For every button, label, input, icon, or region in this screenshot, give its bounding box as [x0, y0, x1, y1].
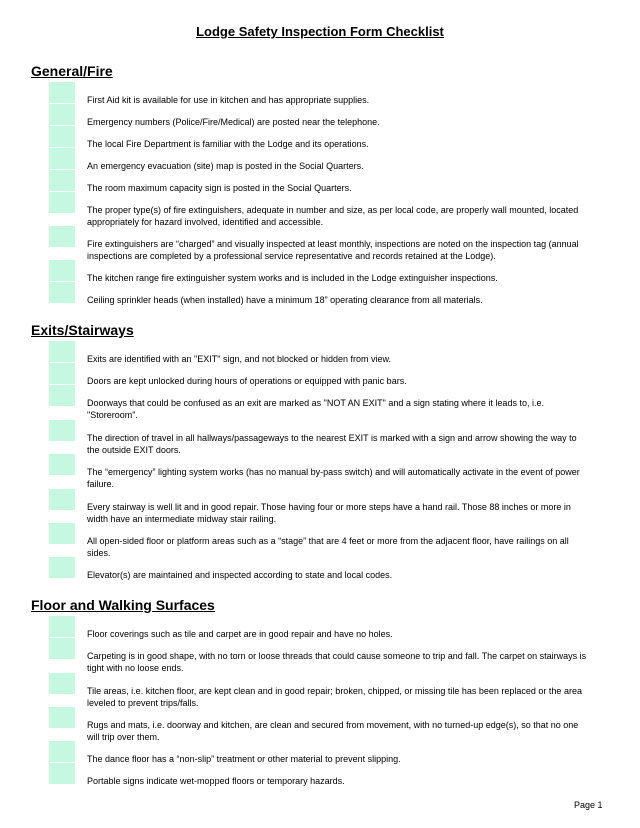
checklist-item-rugs-mats: Rugs and mats, i.e. doorway and kitchen, are clean and secured from movement, with no turned-up edge(s), so that no one will trip over them. [87, 720, 579, 742]
checkbox-stairway[interactable] [49, 489, 75, 511]
checkbox-emergency-lighting[interactable] [49, 454, 75, 476]
checklist-item-carpeting: Carpeting is in good shape, with no torn or loose threads that could cause someone to trip and fall. The carpet on stairways is tight with no loose ends. [87, 651, 587, 673]
checklist-item-tile-areas: Tile areas, i.e. kitchen floor, are kept clean and in good repair; broken, chipped, or missing tile has been replaced or the area leveled to prevent trips/falls. [87, 686, 582, 708]
checkbox-floor-coverings[interactable] [49, 616, 75, 638]
checklist-item-open-sided-floor: All open-sided floor or platform areas such as a “stage” that are 4 feet or more from the adjacent floor, have railings on all sides. [87, 536, 569, 558]
checklist-item-direction-of-travel: The direction of travel in all hallways/passageways to the nearest EXIT is marked with a sign and arrow showing the way to the outside EXIT doors. [87, 433, 577, 455]
checkbox-portable-signs[interactable] [49, 763, 75, 785]
checkbox-evacuation-map[interactable] [49, 148, 75, 170]
checklist-item-exit-signs: Exits are identified with an "EXIT" sign, and not blocked or hidden from view. [87, 354, 392, 364]
section-heading-exits-stairways: Exits/Stairways [31, 322, 134, 338]
checklist-item-not-an-exit: Doorways that could be confused as an exit are marked as "NOT AN EXIT" and a sign stating where it leads to, i.e. "Storeroom". [87, 398, 544, 420]
checklist-item-doors-unlocked: Doors are kept unlocked during hours of operations or equipped with panic bars. [87, 376, 407, 386]
checklist-item-extinguisher-charged: Fire extinguishers are “charged” and visually inspected at least monthly, inspections are noted on the inspection tag (annual inspections are completed by a professional service representative and records retained at the Lodge). [87, 239, 579, 261]
checkbox-exit-signs[interactable] [49, 341, 75, 363]
page-number: Page 1 [574, 800, 603, 810]
checkbox-not-an-exit[interactable] [49, 385, 75, 407]
checkbox-tile-areas[interactable] [49, 673, 75, 695]
checkbox-open-sided-floor[interactable] [49, 523, 75, 545]
checkbox-fire-department[interactable] [49, 126, 75, 148]
section-heading-floor-walking: Floor and Walking Surfaces [31, 597, 215, 613]
checklist-item-floor-coverings: Floor coverings such as tile and carpet are in good repair and have no holes. [87, 629, 393, 639]
checklist-item-first-aid: First Aid kit is available for use in kitchen and has appropriate supplies. [87, 95, 370, 105]
checkbox-elevators[interactable] [49, 557, 75, 579]
checklist-item-dance-floor: The dance floor has a “non-slip” treatment or other material to prevent slipping. [87, 754, 401, 764]
checklist-item-portable-signs: Portable signs indicate wet-mopped floors or temporary hazards. [87, 776, 345, 786]
checklist-item-evacuation-map: An emergency evacuation (site) map is posted in the Social Quarters. [87, 161, 364, 171]
checkbox-first-aid[interactable] [49, 82, 75, 104]
checkbox-extinguisher-charged[interactable] [49, 226, 75, 248]
checkbox-sprinkler-heads[interactable] [49, 282, 75, 304]
checklist-item-fire-extinguisher-type: The proper type(s) of fire extinguishers, adequate in number and size, as per local code, are properly wall mounted, located appropriately for hazard involved, identified and accessible. [87, 205, 579, 227]
checkbox-kitchen-range[interactable] [49, 260, 75, 282]
checklist-item-sprinkler-heads: Ceiling sprinkler heads (when installed) have a minimum 18” operating clearance from all materials. [87, 295, 483, 305]
checkbox-direction-of-travel[interactable] [49, 420, 75, 442]
checklist-item-capacity-sign: The room maximum capacity sign is posted in the Social Quarters. [87, 183, 352, 193]
page-title: Lodge Safety Inspection Form Checklist [196, 24, 444, 39]
checkbox-fire-extinguisher-type[interactable] [49, 192, 75, 214]
checklist-item-emergency-lighting: The “emergency” lighting system works (has no manual by-pass switch) and will automatically activate in the event of power failure. [87, 467, 580, 489]
checkbox-capacity-sign[interactable] [49, 170, 75, 192]
checklist-item-emergency-numbers: Emergency numbers (Police/Fire/Medical) are posted near the telephone. [87, 117, 380, 127]
checkbox-rugs-mats[interactable] [49, 707, 75, 729]
checkbox-dance-floor[interactable] [49, 741, 75, 763]
checkbox-emergency-numbers[interactable] [49, 104, 75, 126]
checklist-item-fire-department: The local Fire Department is familiar with the Lodge and its operations. [87, 139, 369, 149]
checkbox-carpeting[interactable] [49, 638, 75, 660]
section-heading-general-fire: General/Fire [31, 63, 113, 79]
checklist-item-kitchen-range: The kitchen range fire extinguisher system works and is included in the Lodge extinguisher inspections. [87, 273, 498, 283]
checkbox-doors-unlocked[interactable] [49, 363, 75, 385]
checklist-item-stairway: Every stairway is well lit and in good repair. Those having four or more steps have a hand rail. Those 88 inches or more in width have an intermediate midway stair railing. [87, 502, 571, 524]
checklist-item-elevators: Elevator(s) are maintained and inspected according to state and local codes. [87, 570, 393, 580]
